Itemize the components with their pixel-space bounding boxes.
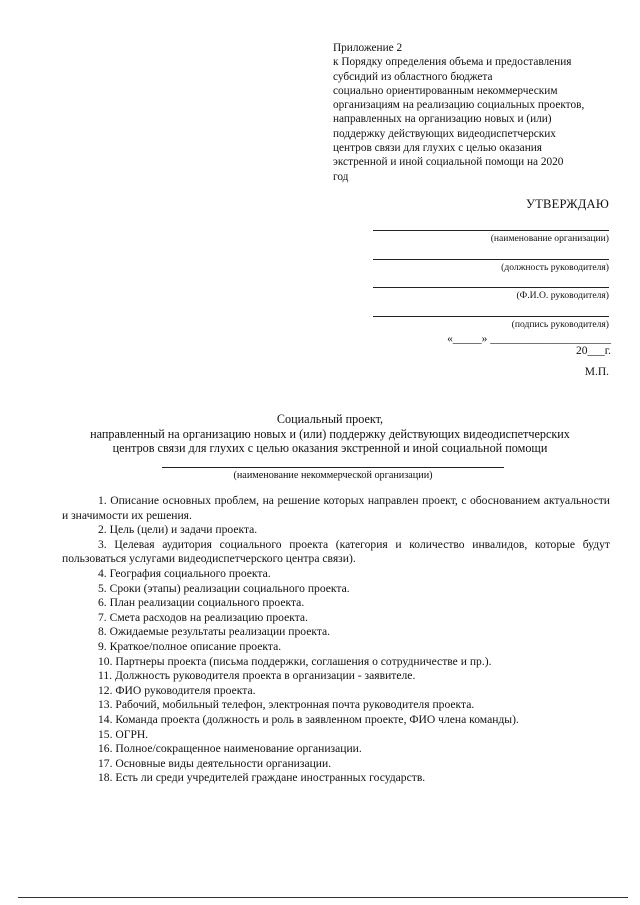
- org-name-field: [373, 230, 609, 245]
- list-item: 13. Рабочий, мобильный телефон, электронная почта руководителя проекта.: [98, 698, 475, 712]
- list-item: 16. Полное/сокращенное наименование организации.: [98, 742, 362, 756]
- nonprofit-name-caption: (наименование некоммерческой организации): [233, 470, 433, 481]
- appendix-line: экстренной и иной социальной помощи на 2020: [333, 156, 564, 169]
- list-item: 7. Смета расходов на реализацию проекта.: [98, 610, 308, 624]
- list-item: 14. Команда проекта (должность и роль в заявленном проекте, ФИО члена команды).: [98, 712, 519, 726]
- list-item: 18. Есть ли среди учредителей граждане иностранных государств.: [98, 771, 426, 785]
- list-item: 6. План реализации социального проекта.: [98, 596, 305, 610]
- list-item: 15. ОГРН.: [98, 727, 149, 741]
- appendix-line: центров связи для глухих с целью оказания: [333, 142, 542, 155]
- list-item: 10. Партнеры проекта (письма поддержки, соглашения о сотрудничестве и пр.).: [98, 654, 492, 668]
- approval-date: «_____» _____________________ 20___г.: [447, 333, 611, 357]
- position-line: [373, 259, 609, 260]
- list-item: 2. Цель (цели) и задачи проекта.: [98, 523, 258, 537]
- appendix-header: [333, 41, 623, 184]
- project-items-list: [62, 494, 610, 786]
- org-name-caption: (наименование организации): [490, 233, 609, 244]
- list-item: 17. Основные виды деятельности организации.: [98, 756, 332, 770]
- page-bottom-divider: [18, 897, 628, 898]
- appendix-line: поддержку действующих видеодиспетчерских: [333, 127, 556, 140]
- list-item: 4. География социального проекта.: [98, 566, 271, 580]
- list-item: 9. Краткое/полное описание проекта.: [98, 639, 282, 653]
- list-item: 1. Описание основных проблем, на решение которых направлен проект, с обоснованием актуальности и значимости их решения.: [62, 494, 610, 522]
- appendix-line: Приложение 2: [333, 42, 403, 54]
- approval-title: УТВЕРЖДАЮ: [526, 197, 609, 211]
- org-name-line: [373, 230, 609, 231]
- nonprofit-name-line: [162, 467, 504, 468]
- signature-caption: (подпись руководителя): [511, 319, 609, 330]
- list-item: 12. ФИО руководителя проекта.: [98, 683, 256, 697]
- full-name-field: [373, 287, 609, 302]
- project-title-line: Социальный проект,: [276, 412, 384, 426]
- appendix-line: субсидий из областного бюджета: [333, 70, 493, 83]
- full-name-line: [373, 287, 609, 288]
- nonprofit-name-field: [162, 467, 504, 481]
- project-title-line: направленный на организацию новых и (или) поддержку действующих видеодиспетчерских: [90, 426, 570, 441]
- stamp-place: М.П.: [584, 366, 609, 378]
- list-item: 3. Целевая аудитория социального проекта (категория и количество инвалидов, которые будут пользоваться услугами видеодиспетчерского центра связи).: [62, 537, 610, 566]
- position-field: [373, 259, 609, 274]
- appendix-line: социально ориентированным некоммерческим: [333, 84, 558, 97]
- appendix-line: к Порядку определения объема и предоставления: [333, 56, 572, 69]
- appendix-line: направленных на организацию новых и (или): [333, 113, 552, 126]
- position-caption: (должность руководителя): [501, 262, 609, 273]
- signature-field: [373, 316, 609, 331]
- list-item: 11. Должность руководителя проекта в организации - заявителе.: [98, 669, 416, 683]
- project-title-line: центров связи для глухих с целью оказания экстренной и иной социальной помощи: [112, 441, 548, 456]
- list-item: 8. Ожидаемые результаты реализации проекта.: [98, 625, 331, 639]
- list-item: 5. Сроки (этапы) реализации социального проекта.: [98, 581, 350, 595]
- appendix-line: год: [333, 170, 349, 183]
- project-title: [40, 412, 620, 456]
- signature-line: [373, 316, 609, 317]
- full-name-caption: (Ф.И.О. руководителя): [516, 290, 609, 301]
- appendix-line: организациям на реализацию социальных проектов,: [333, 99, 585, 112]
